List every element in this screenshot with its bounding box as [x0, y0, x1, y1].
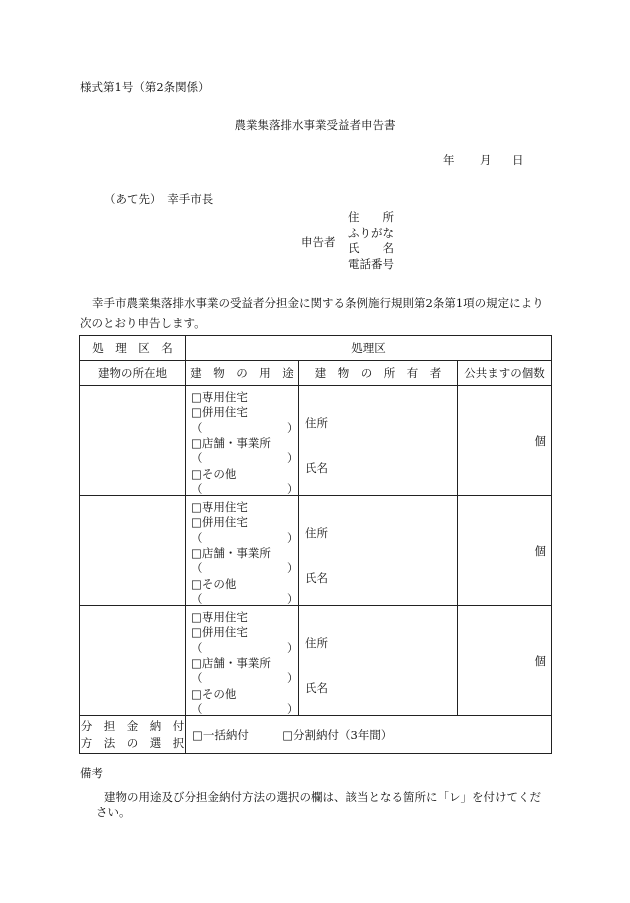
open-paren: （ [191, 482, 203, 496]
district-label-cell: 処 理 区 名 [80, 336, 186, 361]
payment-method-label [80, 716, 186, 754]
close-paren: ） [287, 702, 299, 716]
use-option-other[interactable]: □その他 [191, 687, 237, 701]
building-use-options [186, 606, 298, 715]
building-use-options [186, 386, 298, 495]
location-cell[interactable] [80, 386, 186, 496]
basin-count-cell[interactable] [458, 496, 552, 606]
date-year-label: 年 [443, 153, 455, 167]
open-paren: （ [191, 531, 203, 545]
close-paren: ） [287, 561, 299, 575]
owner-address-label: 住所 [305, 526, 328, 540]
close-paren: ） [287, 671, 299, 685]
close-paren: ） [287, 592, 299, 606]
owner-header: 建 物 の 所 有 者 [299, 361, 458, 386]
document-title: 農業集落排水事業受益者申告書 [234, 118, 396, 132]
open-paren: （ [191, 561, 203, 575]
date-month-label: 月 [480, 153, 492, 167]
building-use-options [186, 496, 298, 605]
building-row [80, 496, 552, 606]
owner-address-label: 住所 [305, 416, 328, 430]
applicant-address-label: 住 所 [348, 210, 394, 224]
applicant-name-label: 氏 名 [348, 241, 394, 255]
open-paren: （ [191, 671, 203, 685]
addressee: （あて先） 幸手市長 [104, 192, 214, 206]
building-row [80, 606, 552, 716]
applicant-label: 申告者 [301, 235, 336, 249]
close-paren: ） [287, 641, 299, 655]
intro-text: 幸手市農業集落排水事業の受益者分担金に関する条例施行規則第2条第1項の規定により次のとおり申告します。 [80, 296, 544, 330]
open-paren: （ [191, 421, 203, 435]
basin-count-header: 公共ますの個数 [458, 361, 552, 386]
owner-address-label: 住所 [305, 636, 328, 650]
remarks-text: 建物の用途及び分担金納付方法の選択の欄は、該当となる箇所に「レ」を付けてくだ [104, 790, 541, 804]
use-option-combined-residence[interactable]: □併用住宅 [191, 625, 248, 639]
basin-count-cell[interactable] [458, 606, 552, 716]
remarks-text-continued: さい。 [96, 805, 131, 819]
use-option-shop-business[interactable]: □店舗・事業所 [191, 546, 271, 560]
owner-name-label: 氏名 [305, 571, 328, 585]
remarks-heading: 備考 [80, 766, 103, 780]
location-cell[interactable] [80, 606, 186, 716]
count-unit: 個 [534, 653, 547, 668]
use-header: 建 物 の 用 途 [186, 361, 299, 386]
open-paren: （ [191, 451, 203, 465]
payment-option-lump-sum[interactable]: □一括納付 [192, 727, 249, 742]
open-paren: （ [191, 702, 203, 716]
close-paren: ） [287, 531, 299, 545]
date-day-label: 日 [512, 153, 524, 167]
count-unit: 個 [534, 433, 547, 448]
use-option-dedicated-residence[interactable]: □専用住宅 [191, 390, 248, 404]
use-option-dedicated-residence[interactable]: □専用住宅 [191, 500, 248, 514]
use-option-shop-business[interactable]: □店舗・事業所 [191, 436, 271, 450]
declaration-table [79, 335, 552, 754]
close-paren: ） [287, 421, 299, 435]
owner-cell[interactable] [299, 496, 457, 605]
use-option-other[interactable]: □その他 [191, 577, 237, 591]
location-cell[interactable] [80, 496, 186, 606]
close-paren: ） [287, 451, 299, 465]
basin-count-cell[interactable] [458, 386, 552, 496]
payment-options-cell [186, 716, 552, 754]
open-paren: （ [191, 592, 203, 606]
use-option-combined-residence[interactable]: □併用住宅 [191, 515, 248, 529]
count-unit: 個 [534, 543, 547, 558]
district-value-cell: 処理区 [186, 336, 552, 361]
use-option-dedicated-residence[interactable]: □専用住宅 [191, 610, 248, 624]
use-option-combined-residence[interactable]: □併用住宅 [191, 405, 248, 419]
applicant-furigana-label: ふりがな [348, 226, 394, 240]
owner-cell[interactable] [299, 606, 457, 715]
applicant-phone-label: 電話番号 [348, 257, 394, 271]
use-option-shop-business[interactable]: □店舗・事業所 [191, 656, 271, 670]
payment-option-installment[interactable]: □分割納付（3年間） [282, 727, 393, 742]
payment-label-line-1: 分 担 金 納 付 [80, 718, 185, 733]
owner-name-label: 氏名 [305, 461, 328, 475]
close-paren: ） [287, 482, 299, 496]
building-row [80, 386, 552, 496]
open-paren: （ [191, 641, 203, 655]
payment-label-line-2: 方 法 の 選 択 [80, 735, 185, 750]
location-header: 建物の所在地 [80, 361, 186, 386]
use-option-other[interactable]: □その他 [191, 467, 237, 481]
owner-cell[interactable] [299, 386, 457, 495]
owner-name-label: 氏名 [305, 681, 328, 695]
form-number: 様式第1号（第2条関係） [80, 80, 210, 94]
